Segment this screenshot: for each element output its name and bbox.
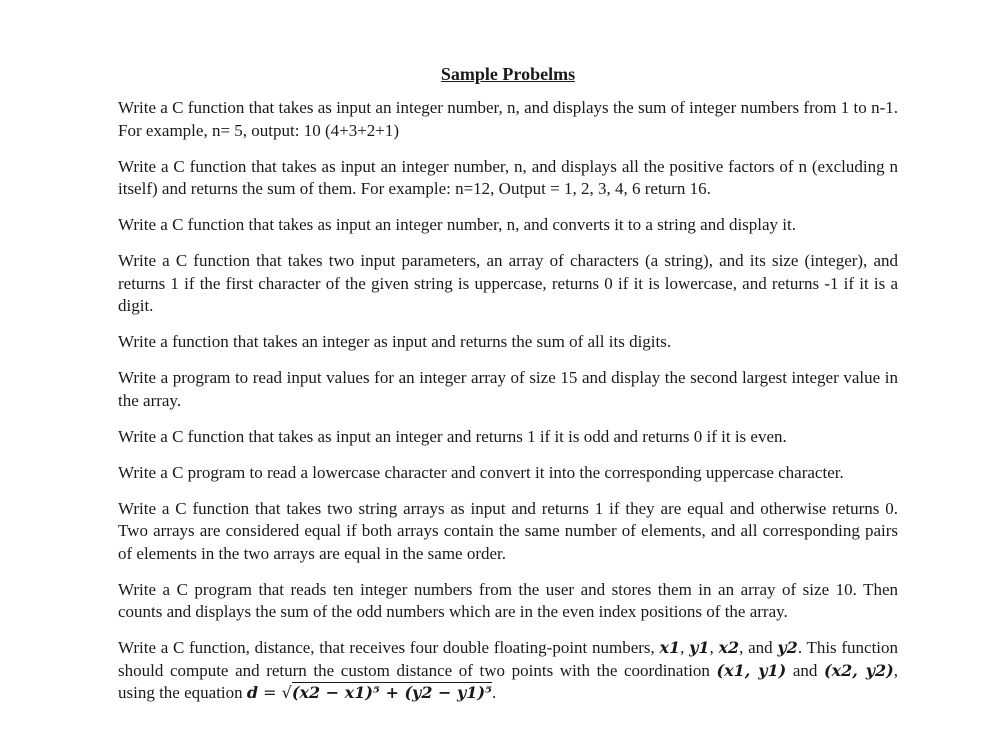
point-1: (x1, y1) bbox=[716, 660, 787, 680]
problem-5: Write a function that takes an integer as input and returns the sum of all its digits. bbox=[118, 332, 672, 351]
problem-11-text-1: Write a C function, distance, that receives four double floating-point numbers, bbox=[118, 638, 660, 657]
problem-11 bbox=[118, 637, 898, 705]
sep-2: , bbox=[709, 638, 719, 657]
problem-8: Write a C program to read a lowercase character and convert it into the corresponding uppercase character. bbox=[118, 462, 844, 482]
problem-6: Write a program to read input values for an integer array of size 15 and display the second largest integer value in the array. bbox=[118, 368, 898, 410]
var-y2: y2 bbox=[777, 638, 798, 657]
sep-1: , bbox=[680, 638, 690, 657]
problem-7: Write a C function that takes as input an integer and returns 1 if it is odd and returns 0 if it is even. bbox=[118, 426, 787, 446]
problem-11-text-4: , using the equation bbox=[118, 660, 898, 702]
sep-3: , and bbox=[739, 638, 778, 657]
page-title: Sample Probelms bbox=[440, 64, 576, 84]
problem-3: Write a C function that takes as input an integer number, n, and converts it to a string and display it. bbox=[118, 215, 796, 234]
problem-2: Write a C function that takes as input an integer number, n, and displays all the positive factors of n (excluding n itself) and returns the sum of them. For example: n=12, Output = 1, 2, 3, 4, 6 return 16. bbox=[118, 156, 898, 198]
var-x1: x1 bbox=[659, 638, 681, 657]
problem-9: Write a C function that takes two string arrays as input and returns 1 if they are equal and otherwise returns 0. Two arrays are considered equal if both arrays contain the same number of elements, and all corresponding pairs of elements in the two arrays are equal in the same order. bbox=[118, 498, 898, 563]
equation-lhs: d bbox=[246, 683, 259, 702]
problem-10: Write a C program that reads ten integer numbers from the user and stores them in an array of size 10. Then counts and displays the sum of the odd numbers which are in the even index positions of the array. bbox=[118, 579, 898, 621]
var-x2: x2 bbox=[718, 638, 740, 657]
equation-equals: = bbox=[258, 683, 282, 702]
problem-11-text-2: . This function should compute and return the custom distance of two points with the coordination bbox=[118, 638, 899, 680]
square-root bbox=[282, 682, 492, 705]
problem-11-text-5: . bbox=[492, 683, 497, 702]
problem-1: Write a C function that takes as input an integer number, n, and displays the sum of integer numbers from 1 to n-1. For example, n= 5, output: 10 (4+3+2+1) bbox=[118, 98, 898, 140]
sqrt-sign: √ bbox=[281, 683, 292, 702]
problem-4: Write a C function that takes two input parameters, an array of characters (a string), and its size (integer), and returns 1 if the first character of the given string is uppercase, returns 0 if it is lowercase, and returns -1 if it is a digit. bbox=[118, 251, 898, 315]
sqrt-radicand: (x2 − x1)⁵ + (y2 − y1)⁵ bbox=[291, 683, 493, 702]
problem-11-text-3: and bbox=[786, 660, 824, 680]
point-2: (x2, y2) bbox=[824, 660, 894, 680]
document-page bbox=[118, 62, 898, 718]
var-y1: y1 bbox=[689, 638, 710, 657]
